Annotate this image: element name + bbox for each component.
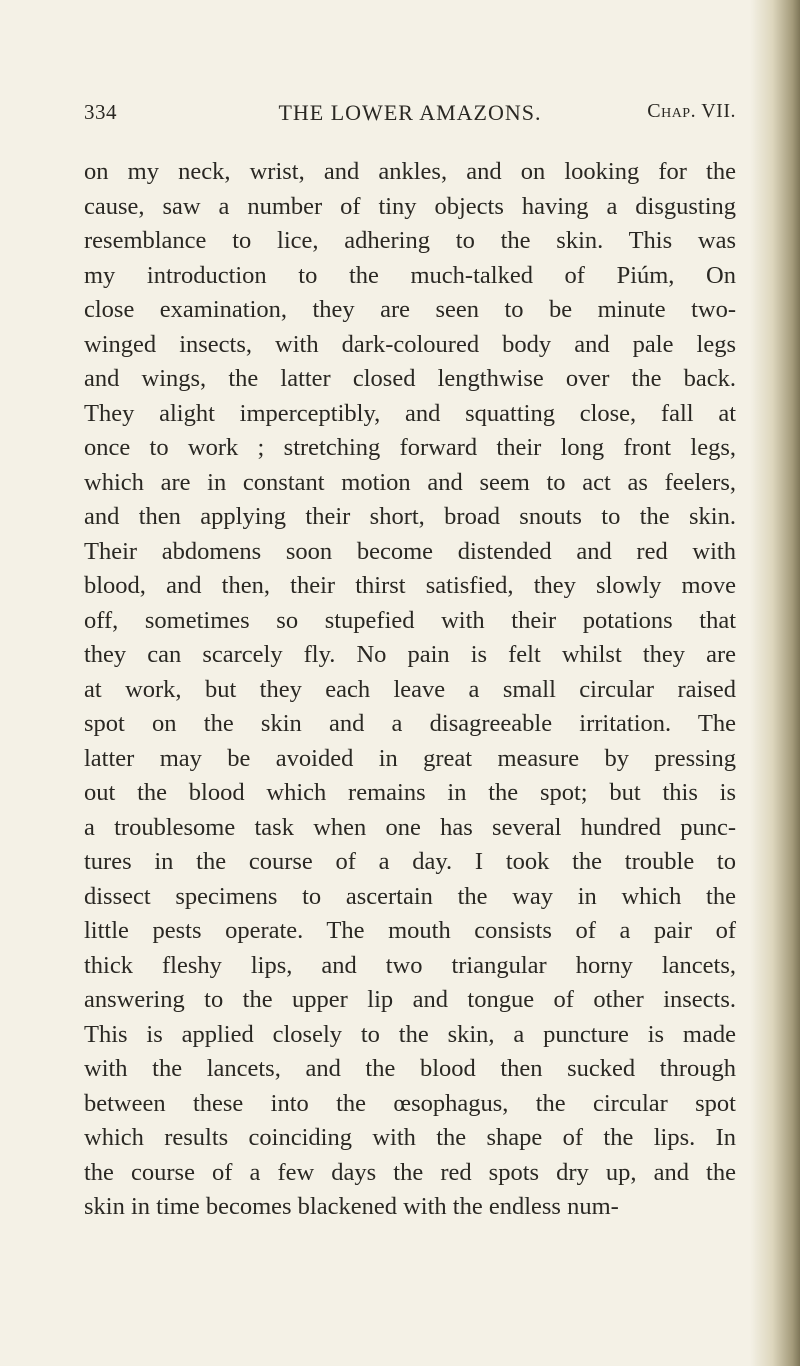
- text-line: which results coinciding with the shape of the lips. In: [84, 1124, 736, 1151]
- text-line: out the blood which remains in the spot; but this is: [84, 779, 736, 806]
- running-header: [84, 100, 736, 140]
- body-text: [84, 155, 736, 1225]
- page-edge-shadow: [750, 0, 800, 1366]
- text-line: which are in constant motion and seem to act as feelers,: [84, 468, 736, 496]
- text-line: and then applying their short, broad snouts to the skin.: [84, 503, 736, 530]
- text-line: at work, but they each leave a small circular raised: [84, 675, 736, 703]
- text-line: spot on the skin and a disagreeable irritation. The: [84, 710, 736, 737]
- text-line: latter may be avoided in great measure by pressing: [84, 744, 736, 772]
- text-line: close examination, they are seen to be minute two-: [84, 296, 736, 323]
- text-line: cause, saw a number of tiny objects having a disgusting: [84, 192, 736, 220]
- text-line: with the lancets, and the blood then sucked through: [84, 1055, 736, 1082]
- text-line: answering to the upper lip and tongue of other insects.: [84, 986, 736, 1013]
- text-line: my introduction to the much-talked of Piúm, On: [84, 261, 736, 289]
- text-line: they can scarcely fly. No pain is felt whilst they are: [84, 641, 736, 668]
- page-number: 334: [84, 100, 117, 124]
- text-line: thick fleshy lips, and two triangular horny lancets,: [84, 951, 736, 979]
- text-line: between these into the œsophagus, the circular spot: [84, 1089, 736, 1117]
- text-line: skin in time becomes blackened with the endless num-: [84, 1193, 619, 1220]
- text-line: a troublesome task when one has several hundred punc-: [84, 813, 736, 841]
- text-line: once to work ; stretching forward their long front legs,: [84, 434, 736, 461]
- text-line: This is applied closely to the skin, a puncture is made: [84, 1020, 736, 1048]
- text-line: blood, and then, their thirst satisfied, they slowly move: [84, 572, 736, 599]
- text-line: They alight imperceptibly, and squatting close, fall at: [84, 399, 736, 427]
- text-line: winged insects, with dark-coloured body and pale legs: [84, 330, 736, 358]
- chapter-label: Chap. VII.: [647, 100, 736, 122]
- text-line: little pests operate. The mouth consists of a pair of: [84, 917, 736, 944]
- text-line: off, sometimes so stupefied with their potations that: [84, 606, 736, 634]
- text-line: the course of a few days the red spots dry up, and the: [84, 1158, 736, 1186]
- text-line: tures in the course of a day. I took the trouble to: [84, 848, 736, 875]
- text-line: resemblance to lice, adhering to the skin. This was: [84, 227, 736, 254]
- text-line: and wings, the latter closed lengthwise over the back.: [84, 365, 736, 392]
- text-line: Their abdomens soon become distended and red with: [84, 537, 736, 565]
- text-line: on my neck, wrist, and ankles, and on looking for the: [84, 158, 736, 185]
- text-line: dissect specimens to ascertain the way in which the: [84, 882, 736, 910]
- running-title: THE LOWER AMAZONS.: [278, 100, 542, 125]
